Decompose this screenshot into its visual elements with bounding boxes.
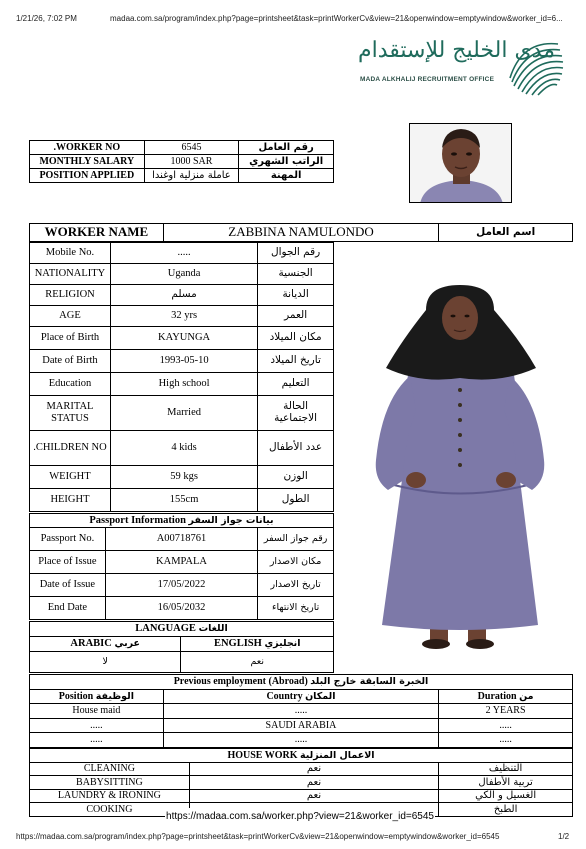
place-of-birth-label: Place of Birth	[30, 327, 111, 350]
date-of-birth-label: Date of Birth	[30, 350, 111, 373]
country-header	[163, 689, 438, 704]
duration-header	[439, 689, 573, 704]
weight-label-ar: الوزن	[258, 466, 334, 489]
passport-table	[29, 513, 334, 620]
previous-employment-title-en: Previous employment (Abroad)	[173, 676, 308, 688]
height-value: 155cm	[110, 489, 257, 512]
date-of-birth-label-ar: تاريخ الميلاد	[258, 350, 334, 373]
house-work-title	[30, 749, 573, 763]
duration-header-ar: من	[519, 690, 534, 702]
place-of-birth-label-ar: مكان الميلاد	[258, 327, 334, 350]
skill-cell: CLEANING	[30, 762, 190, 776]
arabic-value: لا	[30, 652, 181, 673]
position-applied-value: عاملة منزلية اوغندا	[144, 169, 239, 183]
position-applied-row	[30, 169, 334, 183]
position-header-ar: الوظيفة	[95, 690, 134, 702]
passport-title	[30, 514, 334, 528]
religion-label-ar: الديانة	[258, 285, 334, 306]
logo-arabic-text: مدى الخليج للإستقدام	[358, 38, 555, 63]
date-of-issue-label: Date of Issue	[30, 574, 106, 597]
worker-name-value: ZABBINA NAMULONDO	[163, 224, 438, 242]
monthly-salary-value: 1000 SAR	[144, 155, 239, 169]
print-url-bottom: https://madaa.com.sa/program/index.php?page=printsheet&task=printWorkerCv&view=21&openwindow=emptywindow&worker_id=6545	[16, 832, 500, 841]
end-date-label-ar: تاريخ الانتهاء	[258, 597, 334, 620]
detail-row	[30, 489, 334, 512]
position-header	[30, 689, 164, 704]
house-work-title-en: HOUSE WORK	[227, 749, 298, 761]
passport-no-label: Passport No.	[30, 528, 106, 551]
print-url-top: madaa.com.sa/program/index.php?page=printsheet&task=printWorkerCv&view=21&openwindow=emptywindow&worker_id=6...	[110, 14, 563, 23]
position-cell: .....	[30, 718, 164, 733]
end-date-value: 16/05/2032	[105, 597, 257, 620]
table-row	[30, 789, 573, 803]
nationality-label-ar: الجنسية	[258, 264, 334, 285]
arabic-label-en: ARABIC	[70, 638, 112, 650]
worker-no-value: 6545	[144, 141, 239, 155]
age-label-ar: العمر	[258, 306, 334, 327]
detail-row	[30, 431, 334, 466]
detail-row	[30, 264, 334, 285]
detail-row	[30, 373, 334, 396]
passport-title-ar: بيانات جواز السفر	[188, 514, 274, 526]
passport-row	[30, 597, 334, 620]
worker-name-table	[29, 223, 573, 242]
arabic-header	[30, 637, 181, 652]
height-label-ar: الطول	[258, 489, 334, 512]
personal-details-table	[29, 242, 334, 512]
skill-cell-ar: تربية الأطفال	[439, 776, 573, 790]
skill-value-cell: نعم	[189, 776, 438, 790]
height-label: HEIGHT	[30, 489, 111, 512]
place-of-birth-value: KAYUNGA	[110, 327, 257, 350]
children-label: .CHILDREN NO	[30, 431, 111, 466]
country-cell: .....	[163, 733, 438, 748]
position-header-en: Position	[58, 690, 94, 702]
marital-status-label-ar: الحالة الاجتماعية	[258, 396, 334, 431]
skill-cell-ar: التنظيف	[439, 762, 573, 776]
skill-cell: BABYSITTING	[30, 776, 190, 790]
place-of-issue-label: Place of Issue	[30, 551, 106, 574]
company-logo	[352, 34, 572, 104]
country-header-en: Country	[266, 690, 303, 702]
weight-value: 59 kgs	[110, 466, 257, 489]
mobile-label-ar: رقم الجوال	[258, 243, 334, 264]
education-value: High school	[110, 373, 257, 396]
age-label: AGE	[30, 306, 111, 327]
place-of-issue-value: KAMPALA	[105, 551, 257, 574]
date-of-issue-value: 17/05/2022	[105, 574, 257, 597]
skill-value-cell: نعم	[189, 789, 438, 803]
mobile-label: Mobile No.	[30, 243, 111, 264]
language-title	[30, 622, 334, 637]
english-label-en: ENGLISH	[213, 638, 262, 650]
monthly-salary-label-ar: الراتب الشهري	[239, 155, 334, 169]
detail-row	[30, 327, 334, 350]
detail-row	[30, 243, 334, 264]
marital-status-label: MARITAL STATUS	[30, 396, 111, 431]
worker-profile-link[interactable]: https://madaa.com.sa/worker.php?view=21&worker_id=6545	[165, 808, 435, 825]
worker-portrait-photo	[409, 123, 512, 203]
mobile-value: .....	[110, 243, 257, 264]
logo-swirl-icon	[502, 34, 568, 98]
nationality-value: Uganda	[110, 264, 257, 285]
duration-cell: 2 YEARS	[439, 704, 573, 719]
passport-no-label-ar: رقم جواز السفر	[258, 528, 334, 551]
place-of-issue-label-ar: مكان الاصدار	[258, 551, 334, 574]
position-cell: .....	[30, 733, 164, 748]
education-label: Education	[30, 373, 111, 396]
detail-row	[30, 466, 334, 489]
previous-employment-title-ar: الخبرة السابقة خارج البلد	[310, 676, 429, 688]
worker-name-label-ar: اسم العامل	[439, 224, 573, 242]
worker-full-body-photo	[360, 280, 560, 650]
passport-row	[30, 551, 334, 574]
children-label-ar: عدد الأطفال	[258, 431, 334, 466]
worker-no-label-ar: رقم العامل	[239, 141, 334, 155]
monthly-salary-row	[30, 155, 334, 169]
arabic-label-ar: عربي	[114, 638, 141, 650]
religion-value: مسلم	[110, 285, 257, 306]
age-value: 32 yrs	[110, 306, 257, 327]
detail-row	[30, 350, 334, 373]
duration-cell: .....	[439, 733, 573, 748]
house-work-table	[29, 748, 573, 817]
table-row	[30, 704, 573, 719]
table-row	[30, 718, 573, 733]
religion-label: RELIGION	[30, 285, 111, 306]
table-row	[30, 762, 573, 776]
duration-cell: .....	[439, 718, 573, 733]
date-of-birth-value: 1993-05-10	[110, 350, 257, 373]
duration-header-en: Duration	[477, 690, 517, 702]
english-header	[181, 637, 334, 652]
monthly-salary-label: MONTHLY SALARY	[30, 155, 145, 169]
skill-cell: COOKING	[30, 803, 190, 817]
position-applied-label: POSITION APPLIED	[30, 169, 145, 183]
passport-row	[30, 528, 334, 551]
date-of-issue-label-ar: تاريخ الاصدار	[258, 574, 334, 597]
previous-employment-title	[30, 675, 573, 690]
print-page-number: 1/2	[558, 832, 570, 841]
table-row	[30, 776, 573, 790]
worker-no-row	[30, 141, 334, 155]
language-table	[29, 621, 334, 673]
nationality-label: NATIONALITY	[30, 264, 111, 285]
detail-row	[30, 285, 334, 306]
print-datetime: 1/21/26, 7:02 PM	[16, 14, 77, 23]
children-value: 4 kids	[110, 431, 257, 466]
marital-status-value: Married	[110, 396, 257, 431]
previous-employment-header	[30, 689, 573, 704]
education-label-ar: التعليم	[258, 373, 334, 396]
passport-title-en: Passport Information	[89, 514, 186, 526]
house-work-title-ar: الاعمال المنزلية	[300, 749, 375, 761]
skill-cell-ar: الغسيل و الكي	[439, 789, 573, 803]
english-label-ar: انجليزي	[264, 638, 301, 650]
position-cell: House maid	[30, 704, 164, 719]
worker-no-label: .WORKER NO	[30, 141, 145, 155]
passport-row	[30, 574, 334, 597]
skill-cell: LAUNDRY & IRONING	[30, 789, 190, 803]
logo-english-text: MADA ALKHALIJ RECRUITMENT OFFICE	[360, 76, 495, 83]
previous-employment-table	[29, 674, 573, 748]
end-date-label: End Date	[30, 597, 106, 620]
country-cell: SAUDI ARABIA	[163, 718, 438, 733]
passport-no-value: A00718761	[105, 528, 257, 551]
country-cell: .....	[163, 704, 438, 719]
detail-row	[30, 306, 334, 327]
detail-row	[30, 396, 334, 431]
worker-name-label: WORKER NAME	[30, 224, 164, 242]
country-header-ar: المكان	[305, 690, 336, 702]
table-row	[30, 733, 573, 748]
skill-cell-ar: الطبخ	[439, 803, 573, 817]
skill-value-cell: نعم	[189, 762, 438, 776]
summary-table	[29, 140, 334, 183]
language-title-ar: اللغات	[198, 623, 228, 635]
weight-label: WEIGHT	[30, 466, 111, 489]
language-title-en: LANGUAGE	[135, 623, 196, 635]
position-applied-label-ar: المهنة	[239, 169, 334, 183]
english-value: نعم	[181, 652, 334, 673]
